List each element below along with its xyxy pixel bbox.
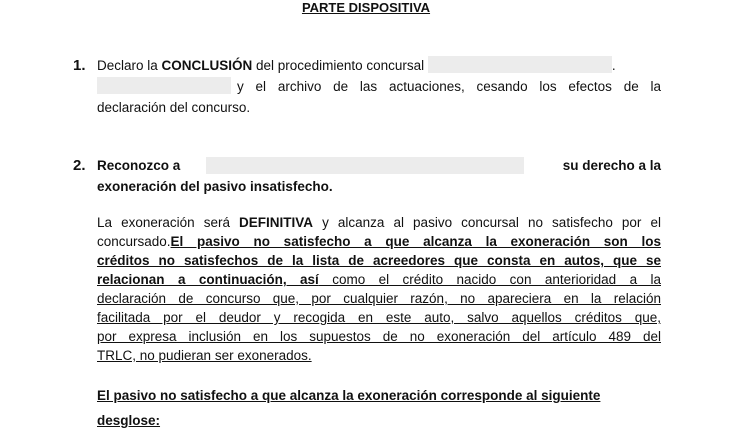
item-1-trail: . <box>611 58 616 73</box>
item-1-line-3: declaración del concurso. <box>97 100 251 115</box>
item-1-text-a: Declaro la <box>97 58 162 73</box>
para-line-4 <box>97 270 661 289</box>
redacted-block <box>97 77 231 94</box>
para-underlined: El pasivo no satisfecho a que alcanza la exoneración son los <box>170 234 661 249</box>
item-1-line-2-text: y el archivo de las actuaciones, cesando los efectos de la <box>237 79 661 94</box>
item-2-number: 2. <box>73 157 86 174</box>
item-2-line-1 <box>97 155 661 176</box>
item-1-text-b: del procedimiento concursal <box>252 58 425 73</box>
item-1-content <box>97 55 661 118</box>
para-line-1 <box>97 213 661 232</box>
item-1-line-1 <box>97 55 661 76</box>
para-line-6: facilitada por el deudor y recogida en este auto, salvo aquellos créditos que, <box>97 310 661 325</box>
item-2-text-b: su derecho a la <box>562 158 661 173</box>
item-2-text-a: Reconozco a <box>97 158 181 173</box>
breakdown-line-2: desglose: <box>97 413 161 428</box>
breakdown-line-1: El pasivo no satisfecho a que alcanza la exoneración corresponde al siguiente <box>97 388 601 403</box>
para-line-7: por expresa inclusión en los supuestos de no exoneración del artículo 489 del <box>97 329 661 344</box>
item-1-number: 1. <box>73 57 86 74</box>
para-text: como el crédito nacido con anterioridad a la <box>318 272 661 287</box>
section-heading: PARTE DISPOSITIVA <box>301 0 431 15</box>
item-1-bold: CONCLUSIÓN <box>161 58 253 73</box>
para-line-3: créditos no satisfechos de la lista de acreedores que consta en autos, que se <box>97 253 661 268</box>
exoneration-paragraph <box>97 213 661 365</box>
para-line-5: declaración de concurso que, por cualquier razón, no apareciera en la relación <box>97 291 661 306</box>
redacted-block <box>428 56 612 73</box>
item-1-line-2 <box>97 76 661 97</box>
item-2-line-2: exoneración del pasivo insatisfecho. <box>97 179 333 194</box>
para-text: concursado. <box>97 234 171 249</box>
para-line-8: TRLC, no pudieran ser exonerados. <box>97 348 312 363</box>
redacted-block <box>206 157 524 174</box>
para-line-2 <box>97 232 661 251</box>
para-text: y alcanza al pasivo concursal no satisfecho por el <box>313 215 661 230</box>
para-text: La exoneración será <box>97 215 240 230</box>
item-2-content <box>97 155 661 197</box>
para-bold: DEFINITIVA <box>239 215 314 230</box>
para-bold: relacionan a continuación, así <box>97 272 319 287</box>
breakdown-heading <box>97 383 661 433</box>
